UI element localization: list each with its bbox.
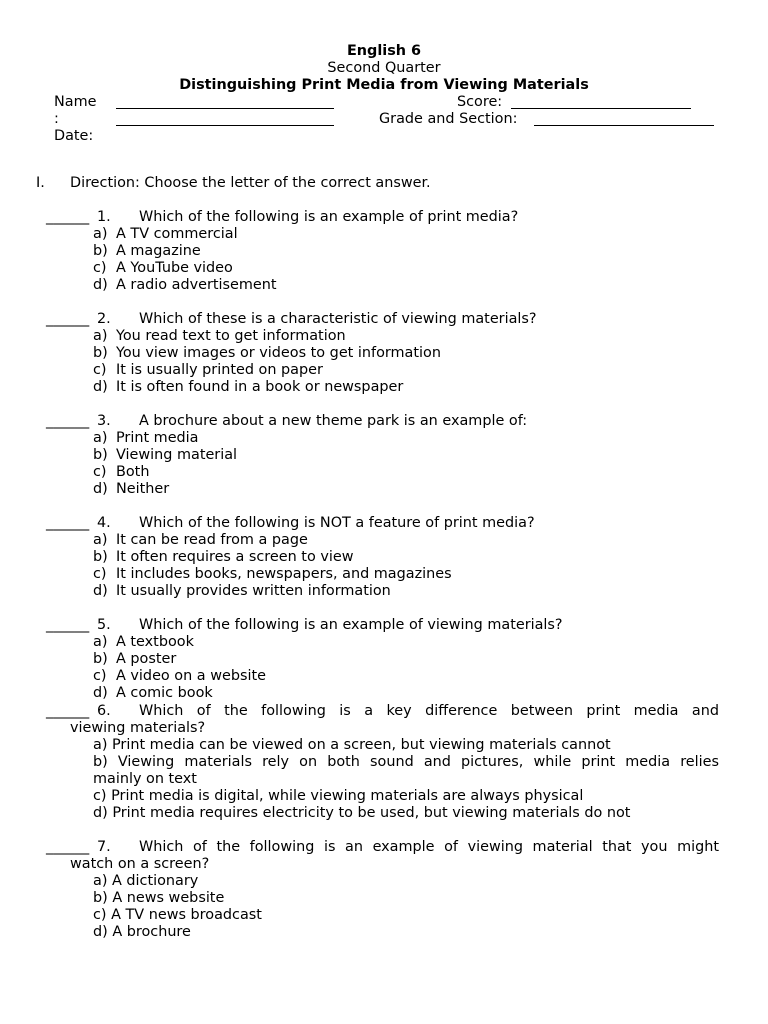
option-c: c) Both [93, 464, 150, 480]
question-text: Which of the following is an example of viewing materials? [139, 617, 563, 633]
option-c: c) A TV news broadcast [93, 907, 262, 923]
question-number: 2. [97, 311, 111, 327]
grade-section-label: Grade and Section: [379, 111, 518, 127]
option-d: d) It usually provides written information [93, 583, 391, 599]
question-number: 4. [97, 515, 111, 531]
section-number: I. [36, 175, 45, 191]
subject-title: English 6 [346, 43, 422, 59]
date-blank[interactable] [116, 125, 334, 126]
option-c: c) It includes books, newspapers, and magazines [93, 566, 452, 582]
question-number: 1. [97, 209, 111, 225]
option-b: b) A magazine [93, 243, 201, 259]
option-b-line2: mainly on text [93, 771, 197, 787]
option-d: d) A brochure [93, 924, 191, 940]
option-a: a) You read text to get information [93, 328, 346, 344]
question-text-line2: watch on a screen? [70, 856, 210, 872]
option-a: a) A dictionary [93, 873, 199, 889]
option-a: a) It can be read from a page [93, 532, 308, 548]
answer-blank[interactable]: ______ [46, 413, 90, 429]
option-c: c) A video on a website [93, 668, 266, 684]
question-text: A brochure about a new theme park is an example of: [139, 413, 528, 429]
answer-blank[interactable]: ______ [46, 209, 90, 225]
option-a: a) A TV commercial [93, 226, 238, 242]
option-c: c) It is usually printed on paper [93, 362, 323, 378]
direction-text: Direction: Choose the letter of the correct answer. [70, 175, 431, 191]
option-d: d) Neither [93, 481, 170, 497]
option-b-line1: b) Viewing materials rely on both sound and pictures, while print media relies [93, 754, 719, 770]
option-a: a) Print media can be viewed on a screen, but viewing materials cannot [93, 737, 611, 753]
option-b: b) Viewing material [93, 447, 238, 463]
answer-blank[interactable]: ______ [46, 703, 90, 719]
answer-blank[interactable]: ______ [46, 617, 90, 633]
option-c: c) A YouTube video [93, 260, 233, 276]
question-text-line1: Which of the following is an example of viewing material that you might [139, 839, 719, 855]
question-text: Which of the following is an example of print media? [139, 209, 519, 225]
question-number: 6. [97, 703, 111, 719]
answer-blank[interactable]: ______ [46, 839, 90, 855]
question-number: 3. [97, 413, 111, 429]
name-blank[interactable] [116, 108, 334, 109]
answer-blank[interactable]: ______ [46, 515, 90, 531]
option-a: a) Print media [93, 430, 199, 446]
option-b: b) A news website [93, 890, 225, 906]
option-b: b) You view images or videos to get information [93, 345, 441, 361]
option-b: b) It often requires a screen to view [93, 549, 354, 565]
name-colon: : [54, 111, 59, 127]
option-d: d) It is often found in a book or newspaper [93, 379, 404, 395]
name-label: Name [54, 94, 97, 110]
question-number: 7. [97, 839, 111, 855]
option-d: d) A radio advertisement [93, 277, 277, 293]
option-a: a) A textbook [93, 634, 194, 650]
worksheet-title: Distinguishing Print Media from Viewing Materials [179, 77, 589, 93]
option-c: c) Print media is digital, while viewing materials are always physical [93, 788, 584, 804]
option-d: d) A comic book [93, 685, 213, 701]
question-text-line2: viewing materials? [70, 720, 206, 736]
question-text-line1: Which of the following is a key difference between print media and [139, 703, 719, 719]
option-d: d) Print media requires electricity to be used, but viewing materials do not [93, 805, 631, 821]
answer-blank[interactable]: ______ [46, 311, 90, 327]
grade-section-blank[interactable] [534, 125, 714, 126]
question-text: Which of the following is NOT a feature of print media? [139, 515, 535, 531]
option-b: b) A poster [93, 651, 177, 667]
quarter-label: Second Quarter [327, 60, 441, 76]
date-label: Date: [54, 128, 94, 144]
question-text: Which of these is a characteristic of viewing materials? [139, 311, 537, 327]
score-blank[interactable] [511, 108, 691, 109]
question-number: 5. [97, 617, 111, 633]
score-label: Score: [457, 94, 503, 110]
